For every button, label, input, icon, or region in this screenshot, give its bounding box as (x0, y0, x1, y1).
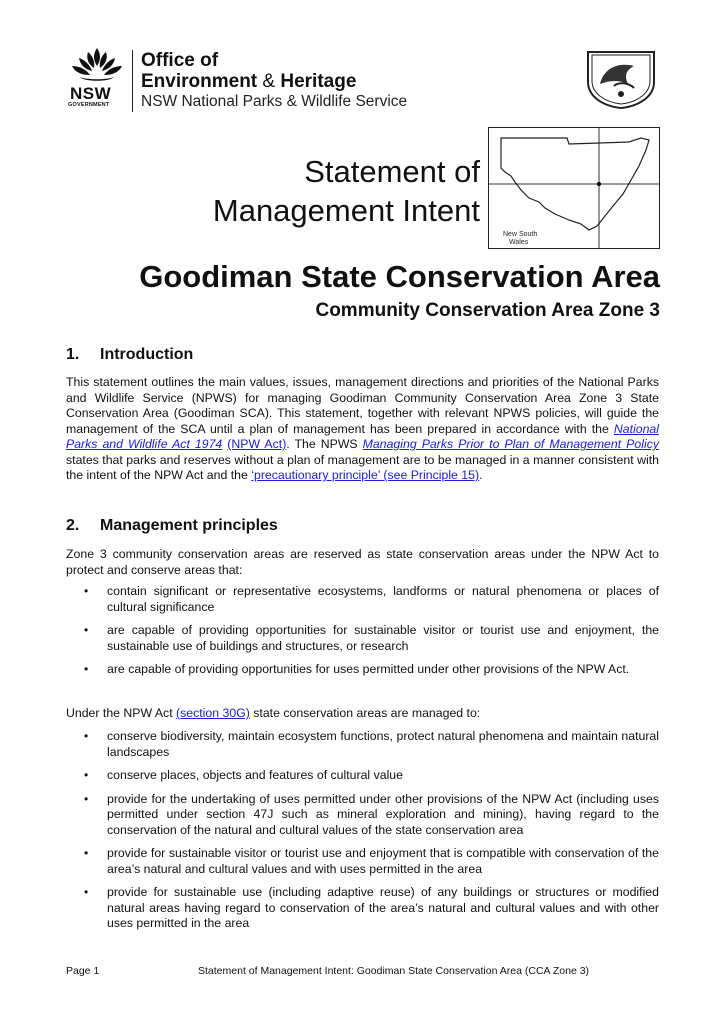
under-text-b: state conservation areas are managed to: (249, 706, 481, 720)
section-30g-link[interactable]: (section 30G) (176, 706, 250, 720)
npws-label: NSW National Parks & Wildlife Service (141, 93, 408, 110)
introduction-paragraph (66, 375, 659, 484)
list-item: • conserve biodiversity, maintain ecosystem functions, protect natural phenomena and maintain natural landscapes (84, 729, 659, 760)
section-2-number: 2. (66, 517, 80, 534)
map-label-line1: New South (503, 231, 538, 238)
section-2-heading (66, 516, 278, 536)
management-intro (66, 706, 659, 722)
heritage-word: Heritage (280, 71, 357, 92)
environment-word: Environment (141, 71, 258, 92)
list-item: • provide for the undertaking of uses permitted under other provisions of the NPW Act (including uses permitted under section 47J such as mineral exploration and mining), having regard to the conservation of the natural and cultural values of the state conservation area (84, 792, 659, 839)
intro-text-a: This statement outlines the main values, issues, management directions and priorities of the National Parks and Wildlife Service (NPWS) for managing Goodiman Community Conservation Area Zone 3 State Conservation Area (Goodiman SCA). This statement, together with relevant NPWS policies, will guide the management of the SCA until a plan of management has been prepared in accordance with the (66, 375, 659, 436)
npw-act-short-link[interactable]: (NPW Act) (227, 437, 287, 451)
list-item: • are capable of providing opportunities for sustainable visitor or tourist use and enjoyment, the sustainable use of buildings and structures, or research (84, 623, 659, 654)
statement-title-line2: Management Intent (212, 193, 480, 228)
environment-heritage-label (141, 71, 356, 92)
intro-text-b: . The NPWS (286, 437, 363, 451)
page-title: Goodiman State Conservation Area (139, 259, 660, 294)
intro-text-c: states that parks and reserves without a plan of management are to be managed in a manner consistent with the intent of the NPW Act and the (66, 452, 659, 482)
zone3-criteria-list (84, 584, 659, 678)
logo-divider (132, 50, 133, 112)
section-1-number: 1. (66, 346, 80, 363)
list-item: • provide for sustainable use (including adaptive reuse) of any buildings or structures or modified natural areas having regard to conservation of the area’s natural and cultural values and with other uses permitted in the area (84, 885, 659, 932)
page-number: Page 1 (66, 965, 100, 977)
ampersand: & (262, 71, 276, 92)
precautionary-principle-link[interactable]: ‘precautionary principle’ (see Principle 15) (251, 468, 480, 482)
npws-seal-icon (584, 46, 658, 110)
map-label-line2: Wales (509, 239, 529, 246)
list-item: • contain significant or representative ecosystems, landforms or natural phenomena or places of cultural significance (84, 584, 659, 615)
management-objectives-list (84, 729, 659, 932)
section-2-title: Management principles (100, 517, 278, 534)
list-item: • conserve places, objects and features of cultural value (84, 768, 659, 784)
footer-doc-title: Statement of Management Intent: Goodiman State Conservation Area (CCA Zone 3) (198, 965, 590, 977)
intro-text-d: . (479, 468, 483, 482)
list-item: • are capable of providing opportunities for uses permitted under other provisions of the NPW Act. (84, 662, 659, 678)
section-1-heading (66, 345, 193, 365)
section-1-title: Introduction (100, 346, 194, 363)
nsw-map-icon (489, 128, 659, 248)
nsw-location-map (488, 127, 660, 249)
nsw-government-label: GOVERNMENT (68, 102, 110, 108)
nsw-wordmark: NSW (70, 84, 112, 103)
page-subtitle: Community Conservation Area Zone 3 (315, 300, 660, 321)
npw-act-link[interactable]: National Parks and Wildlife Act 1974 (66, 421, 659, 451)
principles-intro: Zone 3 community conservation areas are reserved as state conservation areas under the NPW Act to protect and conserve areas that: (66, 547, 659, 577)
managing-parks-policy-link[interactable]: Managing Parks Prior to Plan of Management Policy (362, 437, 659, 451)
statement-title-line1: Statement of (304, 154, 480, 189)
list-item: • provide for sustainable visitor or tourist use and enjoyment that is compatible with conservation of the area’s natural and cultural values and with uses permitted in the area (84, 846, 659, 877)
office-of-label: Office of (141, 50, 219, 71)
under-text-a: Under the NPW Act (66, 706, 177, 720)
